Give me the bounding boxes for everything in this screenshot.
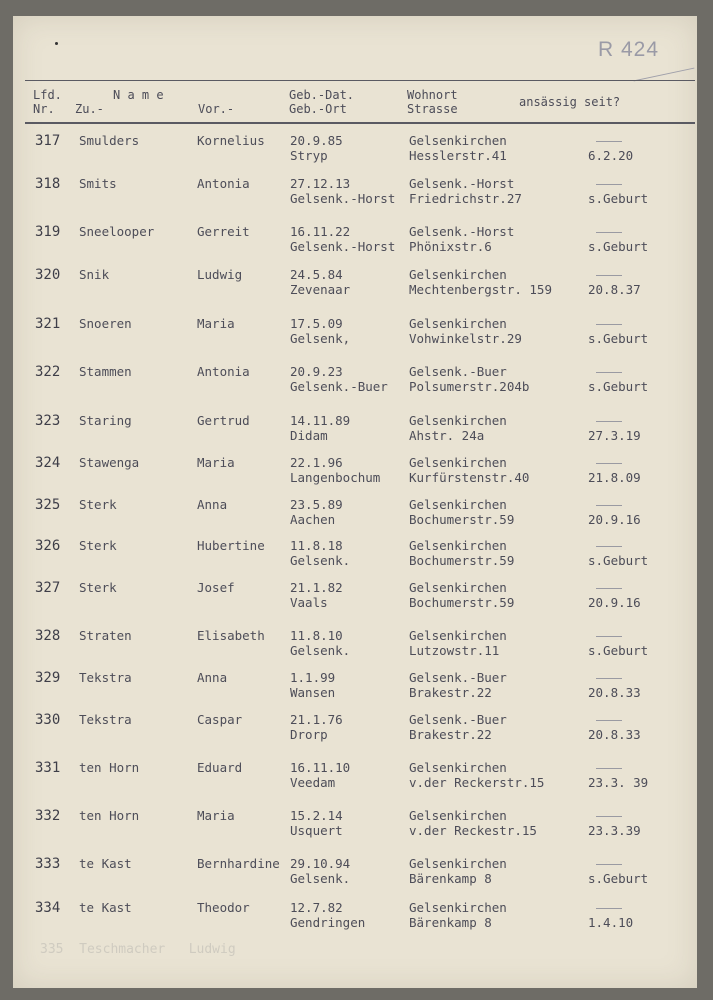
cell-seit: s.Geburt	[588, 331, 649, 346]
cell-nr: 333	[35, 856, 61, 872]
cell-strasse: v.der Reckestr.15	[409, 823, 537, 838]
header-geb-dat: Geb.-Dat.	[289, 88, 355, 102]
cell-ort: Aachen	[290, 512, 336, 527]
cell-dat: 21.1.82	[290, 580, 343, 595]
cell-ort: Didam	[290, 428, 328, 443]
cell-zu: ten Horn	[79, 760, 140, 775]
cell-nr: 318	[35, 176, 61, 192]
cell-seit: s.Geburt	[588, 239, 649, 254]
pencil-tick	[596, 720, 622, 721]
cell-wohnort: Gelsenkirchen	[409, 316, 507, 331]
header-lfd: Lfd.	[33, 88, 62, 102]
cell-zu: ten Horn	[79, 808, 140, 823]
cell-strasse: Polsumerstr.204b	[409, 379, 530, 394]
cell-strasse: Bochumerstr.59	[409, 553, 515, 568]
cell-wohnort: Gelsenkirchen	[409, 900, 507, 915]
cell-dat: 11.8.18	[290, 538, 343, 553]
cell-nr: 322	[35, 364, 61, 380]
cell-wohnort: Gelsenkirchen	[409, 267, 507, 282]
cell-nr: 324	[35, 455, 61, 471]
cell-wohnort: Gelsenkirchen	[409, 760, 507, 775]
cell-nr: 326	[35, 538, 61, 554]
cell-dat: 24.5.84	[290, 267, 343, 282]
cell-seit: s.Geburt	[588, 553, 649, 568]
cell-zu: Tekstra	[79, 712, 132, 727]
cell-ort: Zevenaar	[290, 282, 351, 297]
cell-nr: 331	[35, 760, 61, 776]
cell-nr: 320	[35, 267, 61, 283]
cell-seit: 20.9.16	[588, 595, 641, 610]
cell-seit: 27.3.19	[588, 428, 641, 443]
cell-wohnort: Gelsenkirchen	[409, 580, 507, 595]
cell-ort: Veedam	[290, 775, 336, 790]
cell-dat: 16.11.10	[290, 760, 351, 775]
cell-wohnort: Gelsenkirchen	[409, 628, 507, 643]
cell-dat: 15.2.14	[290, 808, 343, 823]
cell-zu: Sneelooper	[79, 224, 155, 239]
cell-ort: Gelsenk.	[290, 553, 351, 568]
cell-strasse: Ahstr. 24a	[409, 428, 485, 443]
cell-ort: Gelsenk,	[290, 331, 351, 346]
cell-ort: Vaals	[290, 595, 328, 610]
cell-strasse: Hesslerstr.41	[409, 148, 507, 163]
cell-zu: Stawenga	[79, 455, 140, 470]
cell-dat: 21.1.76	[290, 712, 343, 727]
cell-dat: 27.12.13	[290, 176, 351, 191]
pencil-tick	[596, 636, 622, 637]
cell-dat: 23.5.89	[290, 497, 343, 512]
cell-dat: 22.1.96	[290, 455, 343, 470]
cell-vor: Antonia	[197, 176, 250, 191]
header-name: N a m e	[113, 88, 164, 102]
cell-nr: 317	[35, 133, 61, 149]
cell-dat: 14.11.89	[290, 413, 351, 428]
cell-zu: Snoeren	[79, 316, 132, 331]
cell-vor: Eduard	[197, 760, 243, 775]
header-vor: Vor.-	[198, 102, 235, 116]
cell-ort: Gelsenk.-Horst	[290, 191, 396, 206]
header-rule-bottom	[25, 122, 695, 124]
archive-mark: R 424	[598, 38, 660, 61]
cell-seit: 20.8.33	[588, 727, 641, 742]
cell-ort: Gelsenk.-Horst	[290, 239, 396, 254]
cell-seit: 23.3. 39	[588, 775, 649, 790]
cell-dat: 20.9.85	[290, 133, 343, 148]
cell-ort: Usquert	[290, 823, 343, 838]
cell-seit: 20.8.33	[588, 685, 641, 700]
header-strasse: Strasse	[407, 102, 458, 116]
pencil-tick	[596, 768, 622, 769]
cell-strasse: Kurfürstenstr.40	[409, 470, 530, 485]
cell-zu: Straten	[79, 628, 132, 643]
cell-wohnort: Gelsenk.-Buer	[409, 670, 507, 685]
cell-nr: 323	[35, 413, 61, 429]
cell-vor: Gerreit	[197, 224, 250, 239]
cell-vor: Josef	[197, 580, 235, 595]
pencil-tick	[596, 324, 622, 325]
cell-zu: Smits	[79, 176, 117, 191]
cell-ort: Gelsenk.-Buer	[290, 379, 388, 394]
pencil-tick	[596, 864, 622, 865]
cell-dat: 1.1.99	[290, 670, 336, 685]
header-nr: Nr.	[33, 102, 55, 116]
pencil-tick	[596, 232, 622, 233]
cell-strasse: Bochumerstr.59	[409, 595, 515, 610]
cell-dat: 11.8.10	[290, 628, 343, 643]
pencil-tick	[596, 588, 622, 589]
cell-vor: Ludwig	[197, 267, 243, 282]
cell-vor: Maria	[197, 316, 235, 331]
header-wohnort: Wohnort	[407, 88, 458, 102]
cell-nr: 328	[35, 628, 61, 644]
cell-zu: Snik	[79, 267, 110, 282]
cell-strasse: Brakestr.22	[409, 685, 492, 700]
cell-vor: Bernhardine	[197, 856, 280, 871]
ink-dot	[55, 42, 58, 45]
cell-nr: 321	[35, 316, 61, 332]
cell-zu: Smulders	[79, 133, 140, 148]
cell-nr: 319	[35, 224, 61, 240]
pencil-tick	[596, 463, 622, 464]
cell-zu: Sterk	[79, 538, 117, 553]
pencil-tick	[596, 421, 622, 422]
cell-zu: Sterk	[79, 580, 117, 595]
cell-dat: 29.10.94	[290, 856, 351, 871]
cell-seit: 20.8.37	[588, 282, 641, 297]
cell-vor: Anna	[197, 670, 228, 685]
cell-strasse: Friedrichstr.27	[409, 191, 522, 206]
header-ansaessig: ansässig seit?	[519, 95, 621, 109]
faded-row: 335 Teschmacher Ludwig	[40, 942, 236, 957]
cell-seit: 20.9.16	[588, 512, 641, 527]
cell-strasse: Vohwinkelstr.29	[409, 331, 522, 346]
cell-nr: 327	[35, 580, 61, 596]
cell-wohnort: Gelsenkirchen	[409, 538, 507, 553]
pencil-tick	[596, 678, 622, 679]
cell-seit: 1.4.10	[588, 915, 634, 930]
cell-vor: Antonia	[197, 364, 250, 379]
pencil-tick	[596, 184, 622, 185]
cell-seit: 6.2.20	[588, 148, 634, 163]
cell-nr: 334	[35, 900, 61, 916]
cell-vor: Maria	[197, 455, 235, 470]
cell-strasse: Lutzowstr.11	[409, 643, 500, 658]
cell-strasse: Bochumerstr.59	[409, 512, 515, 527]
cell-wohnort: Gelsenkirchen	[409, 497, 507, 512]
cell-ort: Langenbochum	[290, 470, 381, 485]
cell-strasse: Mechtenbergstr. 159	[409, 282, 552, 297]
cell-wohnort: Gelsenkirchen	[409, 856, 507, 871]
cell-zu: Staring	[79, 413, 132, 428]
cell-vor: Caspar	[197, 712, 243, 727]
cell-seit: s.Geburt	[588, 191, 649, 206]
cell-zu: Stammen	[79, 364, 132, 379]
cell-strasse: Bärenkamp 8	[409, 915, 492, 930]
cell-seit: s.Geburt	[588, 379, 649, 394]
cell-nr: 325	[35, 497, 61, 513]
cell-dat: 17.5.09	[290, 316, 343, 331]
cell-vor: Gertrud	[197, 413, 250, 428]
cell-wohnort: Gelsenk.-Buer	[409, 364, 507, 379]
cell-ort: Wansen	[290, 685, 336, 700]
cell-ort: Gelsenk.	[290, 643, 351, 658]
pencil-tick	[596, 275, 622, 276]
cell-zu: Tekstra	[79, 670, 132, 685]
cell-wohnort: Gelsenkirchen	[409, 133, 507, 148]
cell-seit: s.Geburt	[588, 871, 649, 886]
cell-seit: 21.8.09	[588, 470, 641, 485]
cell-vor: Hubertine	[197, 538, 265, 553]
cell-dat: 20.9.23	[290, 364, 343, 379]
cell-ort: Gelsenk.	[290, 871, 351, 886]
pencil-tick	[596, 546, 622, 547]
cell-nr: 332	[35, 808, 61, 824]
pencil-tick	[596, 816, 622, 817]
cell-wohnort: Gelsenkirchen	[409, 455, 507, 470]
cell-vor: Maria	[197, 808, 235, 823]
cell-ort: Drorp	[290, 727, 328, 742]
cell-vor: Theodor	[197, 900, 250, 915]
cell-ort: Gendringen	[290, 915, 366, 930]
cell-strasse: Brakestr.22	[409, 727, 492, 742]
cell-zu: te Kast	[79, 900, 132, 915]
cell-vor: Kornelius	[197, 133, 265, 148]
cell-wohnort: Gelsenk.-Buer	[409, 712, 507, 727]
cell-vor: Anna	[197, 497, 228, 512]
header-zu: Zu.-	[75, 102, 104, 116]
header-rule-top	[25, 80, 695, 81]
cell-vor: Elisabeth	[197, 628, 265, 643]
header-geb-ort: Geb.-Ort	[289, 102, 347, 116]
cell-seit: s.Geburt	[588, 643, 649, 658]
cell-wohnort: Gelsenkirchen	[409, 808, 507, 823]
pencil-tick	[596, 372, 622, 373]
document-sheet	[13, 16, 697, 988]
cell-seit: 23.3.39	[588, 823, 641, 838]
cell-dat: 16.11.22	[290, 224, 351, 239]
pencil-tick	[596, 505, 622, 506]
cell-zu: Sterk	[79, 497, 117, 512]
cell-strasse: v.der Reckerstr.15	[409, 775, 545, 790]
cell-strasse: Bärenkamp 8	[409, 871, 492, 886]
cell-nr: 330	[35, 712, 61, 728]
pencil-tick	[596, 908, 622, 909]
cell-nr: 329	[35, 670, 61, 686]
cell-wohnort: Gelsenkirchen	[409, 413, 507, 428]
cell-zu: te Kast	[79, 856, 132, 871]
cell-dat: 12.7.82	[290, 900, 343, 915]
cell-wohnort: Gelsenk.-Horst	[409, 176, 515, 191]
pencil-tick	[596, 141, 622, 142]
cell-strasse: Phönixstr.6	[409, 239, 492, 254]
cell-wohnort: Gelsenk.-Horst	[409, 224, 515, 239]
cell-ort: Stryp	[290, 148, 328, 163]
